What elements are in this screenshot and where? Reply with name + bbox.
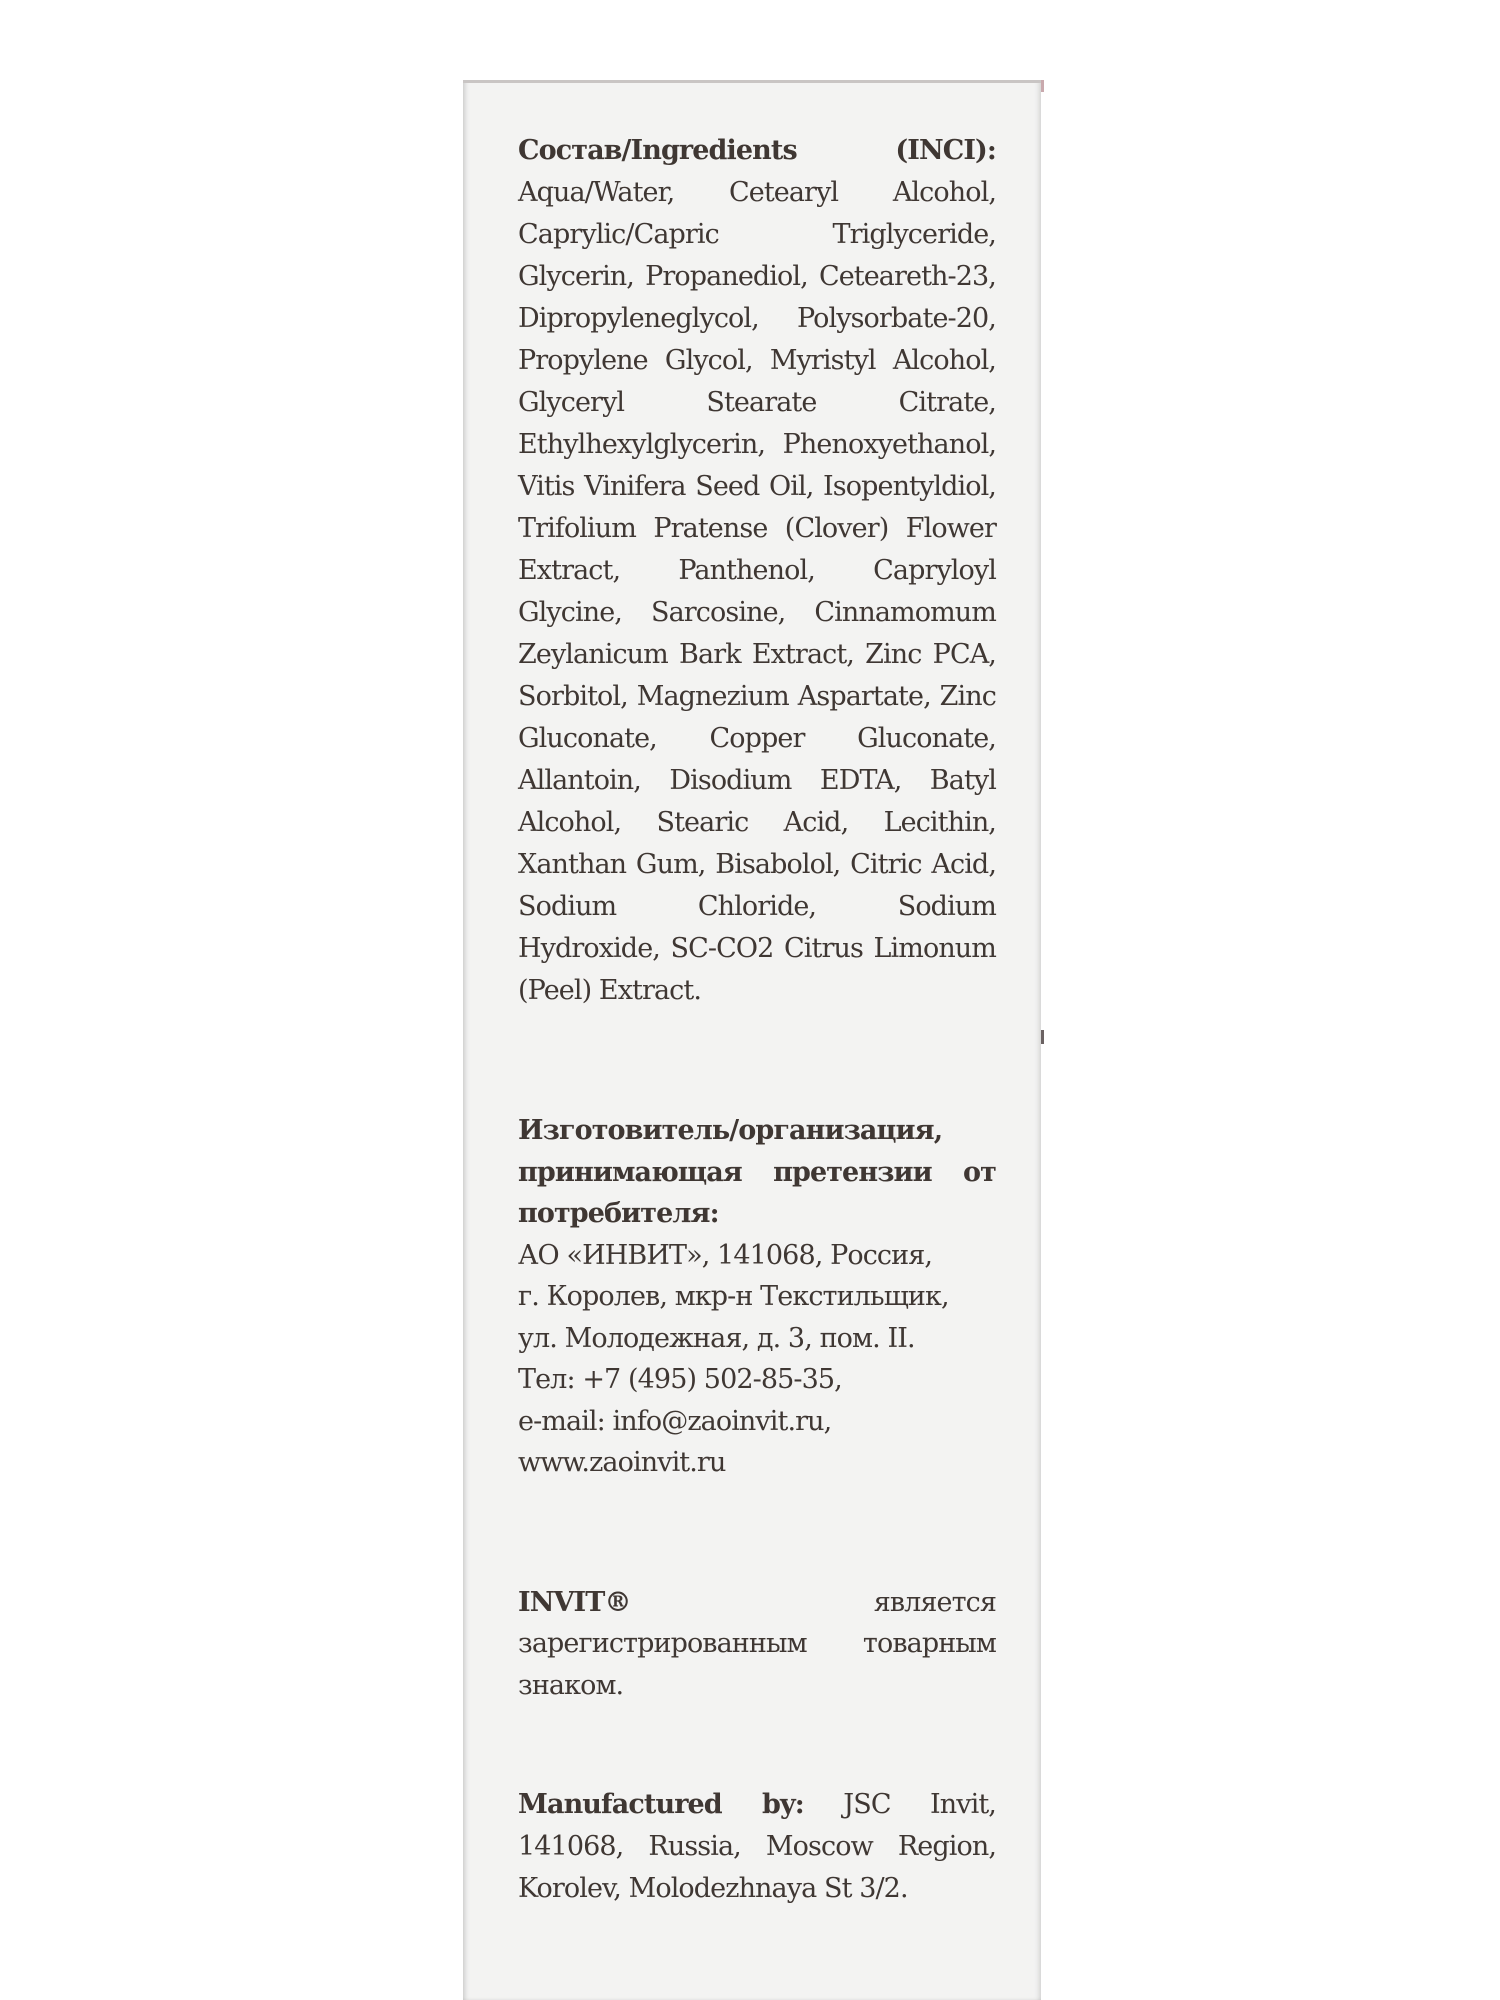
panel-top-edge [463, 80, 1041, 83]
manufacturer-ru-title: Изготовитель/организация, принимающая претензии от потребителя: [518, 1115, 996, 1229]
trademark-brand: INVIT® [518, 1586, 631, 1618]
manufacturer-en-label: Manufactured by: [518, 1789, 804, 1820]
manufacturer-company: АО «ИНВИТ», 141068, Россия, [518, 1239, 933, 1271]
manufacturer-phone: Тел: +7 (495) 502-85-35, [518, 1364, 842, 1395]
panel-edge-mark [1041, 80, 1044, 92]
manufacturer-address-line: ул. Молодежная, д. 3, пом. II. [518, 1322, 915, 1354]
ingredients-list: Aqua/Water, Cetearyl Alcohol, Caprylic/Capric Triglyceride, Glycerin, Propanediol, Ceteareth-23, Dipropyleneglycol, Polysorbate-20, Propylene Glycol, Myristyl Alcohol, Glyceryl Stearate Citrate, Ethylhexylglycerin, Phenoxyethanol, Vitis Vinifera Seed Oil, Isopentyldiol, Trifolium Pratense (Clover) Flower Extract, Panthenol, Capryloyl Glycine, Sarcosine, Cinnamomum Zeylanicum Bark Extract, Zinc PCA, Sorbitol, Magnezium Aspartate, Zinc Gluconate, Copper Gluconate, Allantoin, Disodium EDTA, Batyl Alcohol, Stearic Acid, Lecithin, Xanthan Gum, Bisabolol, Citric Acid, Sodium Chloride, Sodium Hydroxide, SC-CO2 Citrus Limonum (Peel) Extract. [518, 177, 996, 1006]
manufacturer-website: www.zaoinvit.ru [518, 1447, 726, 1478]
ingredients-section [518, 130, 996, 1012]
panel-edge-mark [1041, 1030, 1044, 1044]
manufacturer-en-text: JSC Invit, 141068, Russia, Moscow Region, Korolev, Molodezhnaya St 3/2. [518, 1789, 996, 1904]
manufacturer-ru-section [518, 1110, 996, 1484]
manufacturer-en-section [518, 1784, 996, 1910]
label-text-column [518, 130, 996, 1910]
trademark-text: является зарегистрированным товарным знаком. [518, 1586, 996, 1701]
ingredients-title: Состав/Ingredients (INCI): [518, 135, 996, 166]
manufacturer-email: e-mail: info@zaoinvit.ru, [518, 1405, 832, 1437]
trademark-section [518, 1582, 996, 1707]
manufacturer-address-line: г. Королев, мкр-н Текстильщик, [518, 1281, 949, 1312]
